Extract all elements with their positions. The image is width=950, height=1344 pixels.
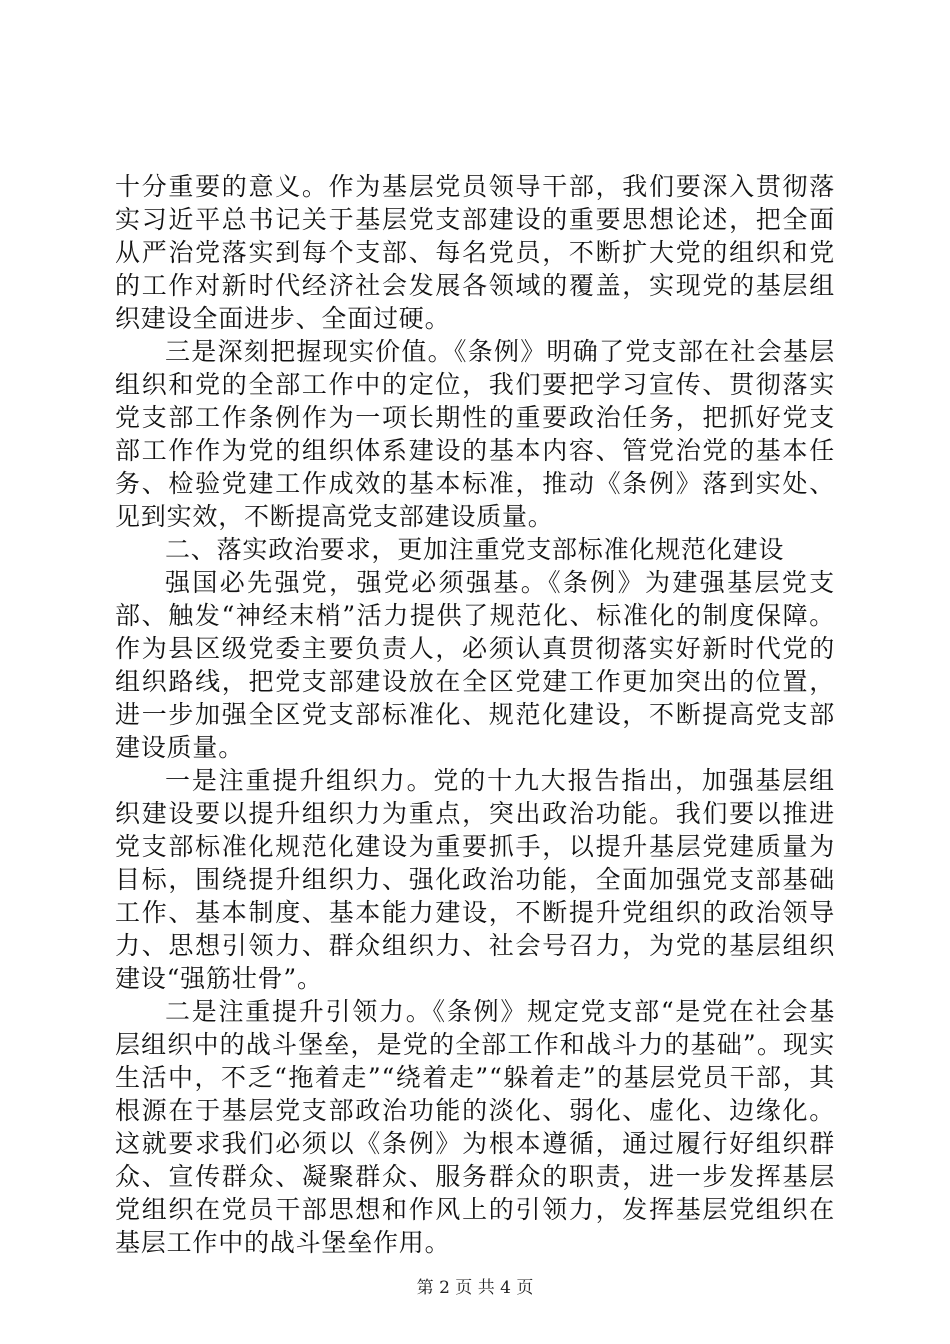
- document-body: [115, 170, 835, 1259]
- paragraph-point-three: 三是深刻把握现实价值。《条例》明确了党支部在社会基层组织和党的全部工作中的定位，我们要把学习宣传、贯彻落实党支部工作条例作为一项长期性的重要政治任务，把抓好党支部工作作为党的组织体系建设的基本内容、管党治党的基本任务、检验党建工作成效的基本标准，推动《条例》落到实处、见到实效，不断提高党支部建设质量。: [115, 337, 835, 531]
- section-heading-two: 二、落实政治要求，更加注重党支部标准化规范化建设: [165, 535, 785, 564]
- page-number-footer: 第 2 页 共 4 页: [416, 1278, 534, 1298]
- paragraph-section-intro: 强国必先强党，强党必须强基。《条例》为建强基层党支部、触发“神经末梢”活力提供了规范化、标准化的制度保障。作为县区级党委主要负责人，必须认真贯彻落实好新时代党的组织路线，把党支部建设放在全区党建工作更加突出的位置，进一步加强全区党支部标准化、规范化建设，不断提高党支部建设质量。: [115, 568, 835, 762]
- paragraph-point-one: 一是注重提升组织力。党的十九大报告指出，加强基层组织建设要以提升组织力为重点，突出政治功能。我们要以推进党支部标准化规范化建设为重要抓手，以提升基层党建质量为目标，围绕提升组织力、强化政治功能，全面加强党支部基础工作、基本制度、基本能力建设，不断提升党组织的政治领导力、思想引领力、群众组织力、社会号召力，为党的基层组织建设“强筋壮骨”。: [115, 766, 835, 993]
- paragraph-continuation: 十分重要的意义。作为基层党员领导干部，我们要深入贯彻落实习近平总书记关于基层党支部建设的重要思想论述，把全面从严治党落实到每个支部、每名党员，不断扩大党的组织和党的工作对新时代经济社会发展各领域的覆盖，实现党的基层组织建设全面进步、全面过硬。: [115, 172, 835, 333]
- paragraph-point-two: 二是注重提升引领力。《条例》规定党支部“是党在社会基层组织中的战斗堡垒，是党的全部工作和战斗力的基础”。现实生活中，不乏“拖着走”“绕着走”“躲着走”的基层党员干部，其根源在于基层党支部政治功能的淡化、弱化、虚化、边缘化。这就要求我们必须以《条例》为根本遵循，通过履行好组织群众、宣传群众、凝聚群众、服务群众的职责，进一步发挥基层党组织在党员干部思想和作风上的引领力，发挥基层党组织在基层工作中的战斗堡垒作用。: [115, 997, 835, 1257]
